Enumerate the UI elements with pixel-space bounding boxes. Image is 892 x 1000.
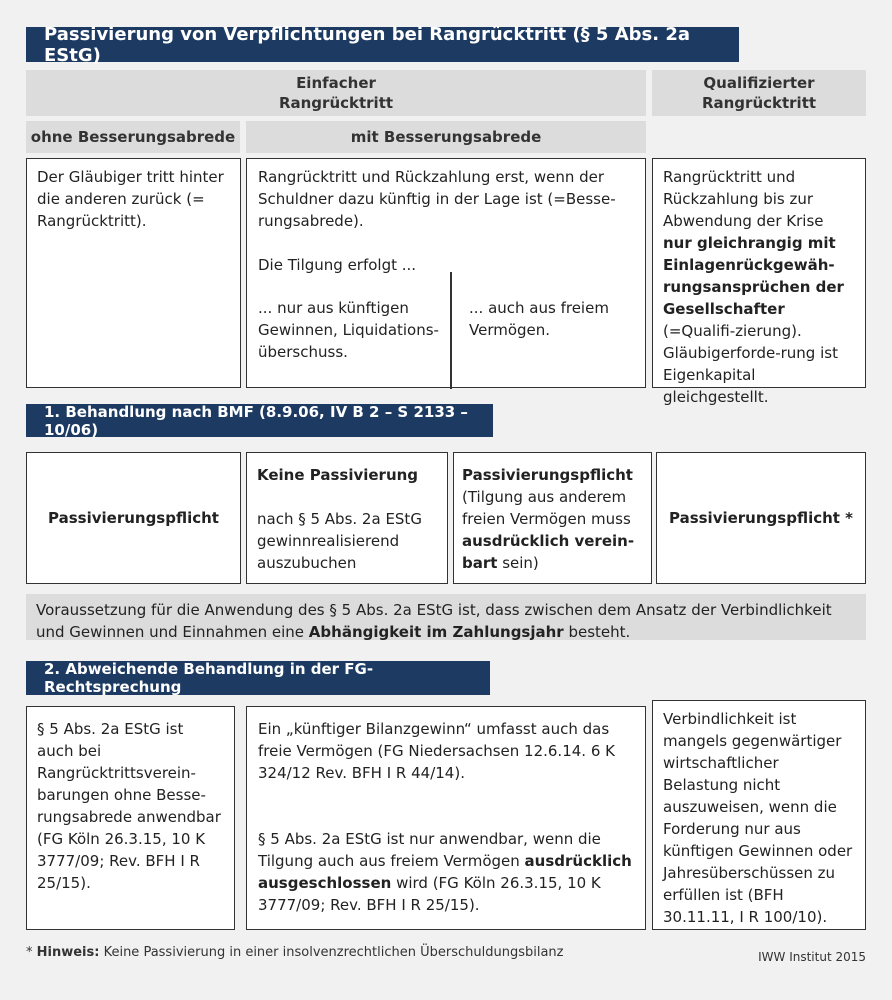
text-bmf-col1: Passivierungspflicht [48, 509, 219, 527]
text-tilgung-freies-vermoegen: ... auch aus freiem Vermögen. [469, 299, 609, 339]
section2-title-bar [26, 661, 490, 695]
section1-title: 1. Behandlung nach BMF (8.9.06, IV B 2 – S 2133 – 10/06) [44, 402, 468, 439]
text-tilgung-gewinne: ... nur aus künftigen Gewinnen, Liquidations-überschuss. [258, 299, 439, 361]
box-qualifizierter-rangruecktritt [652, 158, 866, 406]
text-qualifiziert-bold: nur gleichrangig mit Einlagenrückgewäh-rungsansprüchen der Gesellschafter [663, 234, 844, 318]
header-einfacher-line1: Einfacher [296, 74, 376, 92]
text-fg-col3: Verbindlichkeit ist mangels gegenwärtiger wirtschaftlicher Belastung nicht auszuweisen, wenn die Forderung nur aus künftigen Gewinnen oder Jahresüberschüssen zu erfüllen ist (BFH 30.11.11, I R 100/10). [663, 710, 853, 926]
text-fg-col2-p2 [258, 828, 634, 916]
header-qualifizierter [652, 70, 866, 116]
footnote-hint-label: Hinweis: [36, 945, 100, 960]
text-fg-col2-p2-bold: ausdrücklich ausgeschlossen [258, 852, 632, 892]
text-bmf-col2-text: nach § 5 Abs. 2a EStG gewinnrealisierend auszubuchen [257, 510, 422, 572]
page-title-bar [26, 23, 739, 66]
text-bmf-col2-head: Keine Passivierung [257, 466, 419, 484]
text-rangruecktritt-definition: Der Gläubiger tritt hinter die anderen zurück (= Rangrücktritt). [37, 168, 224, 230]
text-bmf-col3-b: sein) [497, 554, 539, 572]
box-bmf-passivierungspflicht-1 [26, 452, 241, 584]
section2-title: 2. Abweichende Behandlung in der FG-Rechtsprechung [44, 660, 374, 696]
bmf-note-bold: Abhängigkeit im Zahlungsjahr [308, 623, 564, 641]
header-einfacher-line2: Rangrücktritt [278, 94, 394, 112]
header-qualifizierter-line1: Qualifizierter [703, 74, 815, 92]
text-qualifiziert-b: (=Qualifi-zierung). Gläubigerforde-rung ist Eigenkapital gleichgestellt. [663, 322, 838, 406]
text-fg-col2-p2-a: § 5 Abs. 2a EStG ist nur anwendbar, wenn die Tilgung auch aus freiem Vermögen [258, 830, 601, 870]
header-einfacher [26, 70, 646, 116]
text-fg-col2-p1: Ein „künftiger Bilanzgewinn“ umfasst auch das freie Vermögen (FG Niedersachsen 12.6.14. 6 K 324/12 Rev. BFH I R 44/14). [258, 720, 615, 782]
box-mit-besserungsabrede [246, 158, 646, 388]
header-ohne-label: ohne Besserungsabrede [30, 128, 236, 146]
text-bmf-col3-head: Passivierungspflicht [462, 466, 633, 484]
header-mit-besserungsabrede [246, 121, 646, 153]
header-qualifizierter-line2: Rangrücktritt [701, 94, 817, 112]
box-fg-verbindlichkeit [652, 700, 866, 930]
text-bmf-col3-bold: ausdrücklich verein-bart [462, 532, 635, 572]
text-qualifiziert-a: Rangrücktritt und Rückzahlung bis zur Abwendung der Krise [663, 168, 824, 230]
box-bmf-passivierungspflicht-tilgung [453, 452, 652, 584]
bmf-note [26, 594, 866, 640]
box-bmf-passivierungspflicht-star [656, 452, 866, 584]
header-ohne-besserungsabrede [26, 121, 240, 153]
text-fg-col1: § 5 Abs. 2a EStG ist auch bei Rangrücktrittsverein-barungen ohne Besse-rungsabrede anwendbar (FG Köln 26.3.15, 10 K 3777/09; Rev. BFH I R 25/15). [37, 720, 221, 892]
bmf-note-b: besteht. [563, 623, 631, 641]
section1-title-bar [26, 404, 493, 437]
header-mit-label: mit Besserungsabrede [350, 128, 542, 146]
text-bmf-col3-a: (Tilgung aus anderem freien Vermögen muss [462, 488, 631, 528]
page-title: Passivierung von Verpflichtungen bei Rangrücktritt (§ 5 Abs. 2a EStG) [44, 23, 691, 66]
bmf-note-a: Voraussetzung für die Anwendung des § 5 Abs. 2a EStG ist, dass zwischen dem Ansatz der Verbindlichkeit und Gewinnen und Einnahmen eine [36, 601, 832, 641]
source-credit-text: IWW Institut 2015 [758, 950, 866, 964]
box-ohne-besserungsabrede [26, 158, 241, 388]
text-fg-col2-p2-b: wird (FG Köln 26.3.15, 10 K 3777/09; Rev. BFH I R 25/15). [258, 874, 601, 914]
text-bmf-col4: Passivierungspflicht * [668, 509, 854, 527]
divider-vertical [450, 272, 452, 389]
footnote-hint-text: Keine Passivierung in einer insolvenzrechtlichen Überschuldungsbilanz [99, 945, 564, 960]
box-bmf-keine-passivierung [246, 452, 448, 584]
text-tilgung-erfolgt: Die Tilgung erfolgt ... [258, 256, 417, 274]
box-fg-bilanzgewinn [246, 706, 646, 930]
source-credit [700, 950, 866, 964]
box-fg-ohne-besserungsabrede [26, 706, 235, 930]
text-besserungsabrede-intro: Rangrücktritt und Rückzahlung erst, wenn der Schuldner dazu künftig in der Lage ist (=Besse-rungsabrede). [258, 168, 616, 230]
footnote-star: * [26, 945, 37, 960]
text-bmf-col3-body [462, 486, 643, 574]
footnote-hinweis [26, 945, 666, 960]
